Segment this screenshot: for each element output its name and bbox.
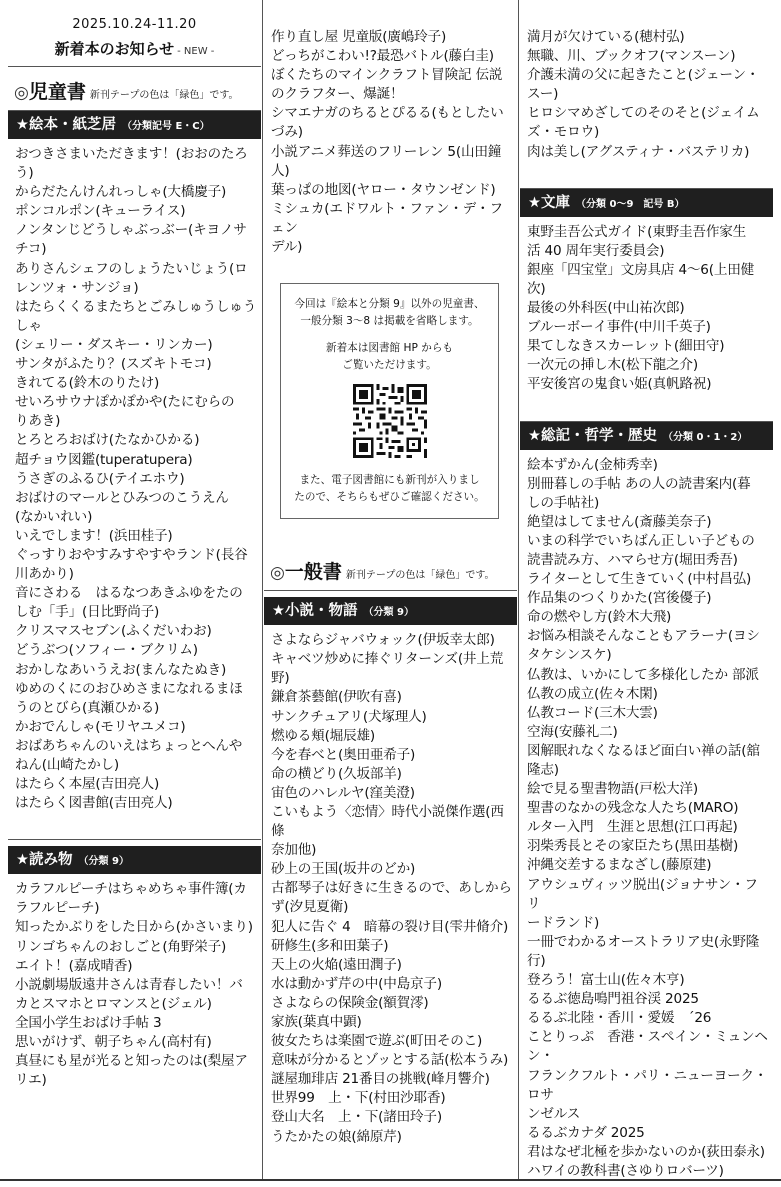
list-item: おかしなあいうえお(まんなたぬき) [15,661,227,678]
list-item: ぼくたちのマインクラフト冒険記 伝説 [271,67,503,84]
list-item: デル) [271,239,303,256]
novels-list [264,625,517,1153]
list-item: (シェリー・ダスキー・リンカー) [15,336,213,353]
list-item: ねん(山崎たかし) [15,757,119,773]
list-item: ありさんシェフのしょうたいじょう(ロ [15,260,248,277]
reading-bar [8,846,261,874]
list-item: さよならジャバウォック(伊坂幸太郎) [271,632,495,649]
info-box [280,283,499,519]
info-ebook [287,472,492,506]
list-item: ライターとして生きていく(中村昌弘) [527,571,752,588]
list-item: しむ「手」(日比野尚子) [15,604,160,621]
info-line: 新着本は図書館 HP からも [325,342,454,355]
list-item: ブルーボーイ事件(中川千英子) [527,319,711,336]
list-item: 君はなぜ北極を歩かないのか(荻田泰永) [527,1143,765,1160]
category-class: （分類 9） [363,607,414,619]
list-item: 羽柴秀長とその家臣たち(黒田基樹) [527,838,739,855]
bottom-rule [0,1179,781,1181]
list-item: ルター入門 生涯と思想(江口再起) [527,819,738,836]
list-item: 隆志) [527,762,559,778]
list-item: 沖縄交差するまなざし(藤原建) [527,857,712,874]
list-item: いまの科学でいちばん正しい子どもの [527,532,755,549]
list-item: 家族(葉真中顕) [271,1014,362,1030]
double-circle-icon: ◎ [14,83,29,103]
list-item: ず(汐見夏衛) [271,899,349,916]
list-item: 絶望はしてません(斎藤美奈子) [527,513,712,530]
novels-bar [264,597,517,625]
list-item: とろとろおばけ(たなかひかる) [15,432,200,449]
list-item: 満月が欠けている(穂村弘) [527,29,685,45]
list-item: 肉は美し(アグスティナ・バステリカ) [527,143,750,160]
list-item: ードランド) [527,914,600,931]
list-item: せいろサウナぽかぽかや(たにむらの [15,394,235,411]
new-tag: - NEW - [177,46,215,57]
info-line: ご覧いただけます。 [342,359,437,372]
nonfiction-bar [520,422,773,450]
list-item: レンツォ・サンジョ) [15,279,139,296]
list-item: どうぶつ(ソフィー・ブクリム) [15,642,198,659]
list-item: るるぶカナダ 2025 [527,1124,645,1141]
list-item: はたらくくるまたちとごみしゅうしゅうしゃ [15,298,257,334]
column-1 [8,0,261,1187]
list-item: 空海(安藤礼二) [527,723,618,740]
list-item: リンゴちゃんのおしごと(角野栄子) [15,938,227,955]
list-item: サンタがふたり？(スズキトモコ) [15,356,212,373]
list-item: うのとびら(真瀬ひかる) [15,699,160,716]
nonfiction-list [520,450,773,1187]
list-item: るるぶ北陸・香川・愛媛 ´26 [527,1010,712,1027]
list-item: カラフルピーチはちゃめちゃ事件簿(カ [15,881,247,898]
reading-list-continued [264,0,517,263]
column-2 [264,0,517,1187]
category-label: ★読み物 [16,852,73,869]
tape-note: 新刊テープの色は「緑色」です。 [89,90,239,101]
list-item: 絵で見る聖書物語(戸松大洋) [527,781,698,798]
list-item: ぐっすりおやすみすやすやランド(長谷 [15,546,248,563]
children-heading: 児童書 [28,81,86,103]
category-label: ★小説・物語 [272,603,358,620]
category-label: ★文庫 [528,194,570,211]
list-item: 作品集のつくりかた(宮後優子) [527,590,712,607]
list-item: 奈加他) [271,842,317,859]
list-item: サンクチュアリ(犬塚理人) [271,708,427,725]
list-item: 命の横どり(久坂部羊) [271,765,402,782]
list-item: 登山大名 上・下(諸田玲子) [271,1109,442,1126]
divider [8,839,261,840]
list-item: 別冊暮しの手帖 あの人の読書案内(暮 [527,475,751,492]
picturebooks-list [8,139,261,819]
list-item: 燃ゆる頬(堀辰雄) [271,727,375,744]
list-item: 天上の火焔(遠田潤子) [271,956,402,973]
list-item: 読書読み方、ハマらせ方(堀田秀吾) [527,551,738,568]
list-item: 平安後宮の鬼食い姫(真帆路祝) [527,376,712,393]
category-class: （分類 0・1・2） [663,431,748,443]
list-item: いえでします！(浜田桂子) [15,527,173,544]
list-item: 命の燃やし方(鈴木大飛) [527,609,672,626]
list-item: 全国小学生おばけ手帖 3 [15,1014,162,1031]
tape-note: 新刊テープの色は「緑色」です。 [345,570,495,582]
reading-list [8,874,261,1096]
list-item: アウシュヴィッツ脱出(ジョナサン・フリ [527,876,758,912]
list-item: 銀座「四宝堂」文房具店 4～6(上田健 [527,261,755,278]
list-item: チコ) [15,241,47,258]
list-item: 活 40 周年実行委員会) [527,242,665,259]
list-item: のクラフター、爆誕！ [271,86,404,103]
info-line: また、電子図書館にも新刊が入りまし [299,474,480,487]
list-item: さよならの保険金(額賀澪) [271,994,429,1011]
list-item: 宙色のハレルヤ(窪美澄) [271,784,415,801]
bunko-bar [520,189,773,217]
list-item: 小説劇場版遠井さんは青春したい！バ [15,976,243,993]
list-item: おつきさまいただきます！(おおのたろう) [15,146,248,182]
list-item: 介護未満の父に起きたこと(ジェーン・スー) [527,67,760,103]
column-divider [262,0,263,1179]
category-class: （分類 9） [78,856,129,868]
list-item: おばけのマールとひみつのこうえん [15,489,229,506]
category-label: ★総記・哲学・歴史 [528,427,657,444]
list-item: かおでんしゃ(モリヤユメコ) [15,718,186,735]
qr-code[interactable] [353,384,427,458]
column-divider [518,0,519,1179]
list-item: うさぎのふるひ(テイエホウ) [15,470,185,487]
list-item: りあき) [15,413,61,430]
list-item: こいもよう〈恋情〉時代小説傑作選(西條 [271,803,504,840]
children-section-title [8,67,261,111]
bunko-list [520,217,773,401]
list-item: 世界99 上・下(村田沙耶香) [271,1090,446,1107]
list-item: 人) [271,162,290,179]
list-item: 砂上の王国(坂井のどか) [271,861,416,878]
list-item: タケシンスケ) [527,647,612,664]
list-item: 無職、川、ブックオフ(マンスーン) [527,48,736,65]
list-item: 登ろう！富士山(佐々木亨) [527,972,685,989]
list-item: ヒロシマめざしてのそのそと(ジェイム [527,105,760,122]
list-item: ンゼルス [527,1105,581,1122]
picturebooks-bar [8,111,261,139]
list-item: 彼女たちは楽園で遊ぶ(町田そのこ) [271,1033,483,1050]
list-item: 仏教コード(三木大雲) [527,704,658,721]
list-item: づみ) [271,124,303,141]
list-item: 今を春べと(奥田亜希子) [271,746,416,763]
info-hp [287,340,492,374]
list-item: はたらく本屋(吉田亮人) [15,776,160,793]
list-item: クリスマスセブン(ふくだいわお) [15,623,212,640]
list-item: 東野圭吾公式ガイド(東野圭吾作家生 [527,223,746,240]
info-omission [287,296,492,330]
column-3 [520,0,773,1187]
list-item: リエ) [15,1072,47,1089]
list-item: ラフルピーチ) [15,900,100,917]
list-item: 犯人に告ぐ 4 暗幕の裂け目(雫井脩介) [271,918,509,935]
double-circle-icon: ◎ [270,563,285,584]
list-item: 川あかり) [15,566,74,583]
info-line: 今回は『絵本と分類 9』以外の児童書、 [294,298,485,311]
list-item: 絵本ずかん(金柿秀幸) [527,456,658,473]
list-item: 音にさわる はるなつあきふゆをたの [15,585,243,602]
list-item: 図解眠れなくなるほど面白い禅の話(舘 [527,742,760,759]
list-item: シマエナガのちるとぴるる(もとしたい [271,105,504,122]
list-item: 仏教は、いかにして多様化したか 部派 [527,666,759,683]
list-item: 鎌倉茶藝館(伊吹有喜) [271,689,402,706]
list-item: 仏教の成立(佐々木閑) [527,685,658,702]
list-item: 水は動かず芹の中(中島京子) [271,975,442,992]
general-section-title [264,547,517,591]
date-range: 2025.10.24-11.20 [72,17,197,32]
list-item: ノンタンじどうしゃぶっぶー(キヨノサ [15,222,247,239]
list-item: お悩み相談そんなこともアラーナ(ヨシ [527,628,760,645]
title-text: 新着本のお知らせ [54,40,175,58]
info-line: 一般分類 3～8 は掲載を省略します。 [300,315,479,328]
list-item: 超チョウ図鑑(tuperatupera) [15,451,193,468]
list-item: どっちがこわい!?最恐バトル(藤白圭) [271,48,494,65]
list-item: ミシュカ(エドワルト・ファン・デ・フェン [271,200,503,236]
list-item: 意味が分かるとゾッとする話(松本うみ) [271,1052,509,1069]
list-item: 聖書のなかの残念な人たち(MARO) [527,800,739,817]
list-item: 小説アニメ葬送のフリーレン 5(山田鐘 [271,143,502,160]
list-item: フランクフルト・パリ・ニューヨーク・ロサ [527,1067,768,1103]
novels-list-continued [520,0,773,168]
list-item: るるぶ徳島鳴門祖谷渓 2025 [527,991,699,1008]
list-item: (なかいれい) [15,508,93,525]
list-item: カとスマホとロマンスと(ジェル) [15,995,212,1012]
list-item: 一冊でわかるオーストラリア史(永野隆行) [527,933,760,969]
list-item: はたらく図書館(吉田亮人) [15,795,173,812]
list-item: ことりっぷ 香港・スペイン・ミュンヘン・ [527,1029,768,1065]
list-item: 作り直し屋 児童版(廣嶋玲子) [271,29,447,45]
info-line: たので、そちらもぜひご確認ください。 [294,491,485,504]
list-item: しの手帖社) [527,494,600,511]
list-item: 研修生(多和田葉子) [271,937,389,954]
list-item: ハワイの教科書(さゆりロバーツ) [527,1162,724,1179]
category-class: （分類記号 E・C） [122,121,210,132]
page-title [8,38,261,59]
list-item: からだたんけんれっしゃ(大橋慶子) [15,184,227,201]
list-item: ポンコルポン(キューライス) [15,203,186,220]
list-item: 果てしなきスカーレット(細田守) [527,338,725,355]
list-item: キャベツ炒めに捧ぐリターンズ(井上荒野) [271,651,504,687]
list-item: 一次元の挿し木(松下龍之介) [527,357,698,374]
list-item: おばあちゃんのいえはちょっとへんや [15,737,243,754]
list-item: エイト！(嘉成晴香) [15,957,133,974]
category-class: （分類 0～9 記号 B） [576,198,685,210]
list-item: 知ったかぶりをした日から(かさいまり) [15,919,253,936]
list-item: きれてる(鈴木のりたけ) [15,375,160,392]
list-item: 最後の外科医(中山祐次郎) [527,300,685,317]
list-item: ゆめのくにのおひめさまになれるまほ [15,680,243,697]
list-item: 謎屋珈琲店 21番目の挑戦(峰月響介) [271,1071,490,1088]
list-item: 思いがけず、朝子ちゃん(高村有) [15,1034,212,1051]
list-item: ズ・モロウ) [527,124,600,141]
list-item: うたかたの娘(綿原芹) [271,1128,402,1145]
list-item: 真昼にも星が光ると知ったのは(梨屋ア [15,1053,248,1070]
general-heading: 一般書 [284,561,342,584]
list-item: 古都琴子は好きに生きるので、あしから [271,880,512,897]
list-item: 次) [527,280,546,297]
page-header [8,0,261,66]
category-label: ★絵本・紙芝居 [16,117,116,133]
list-item: 葉っぱの地図(ヤロー・タウンゼンド) [271,181,496,198]
